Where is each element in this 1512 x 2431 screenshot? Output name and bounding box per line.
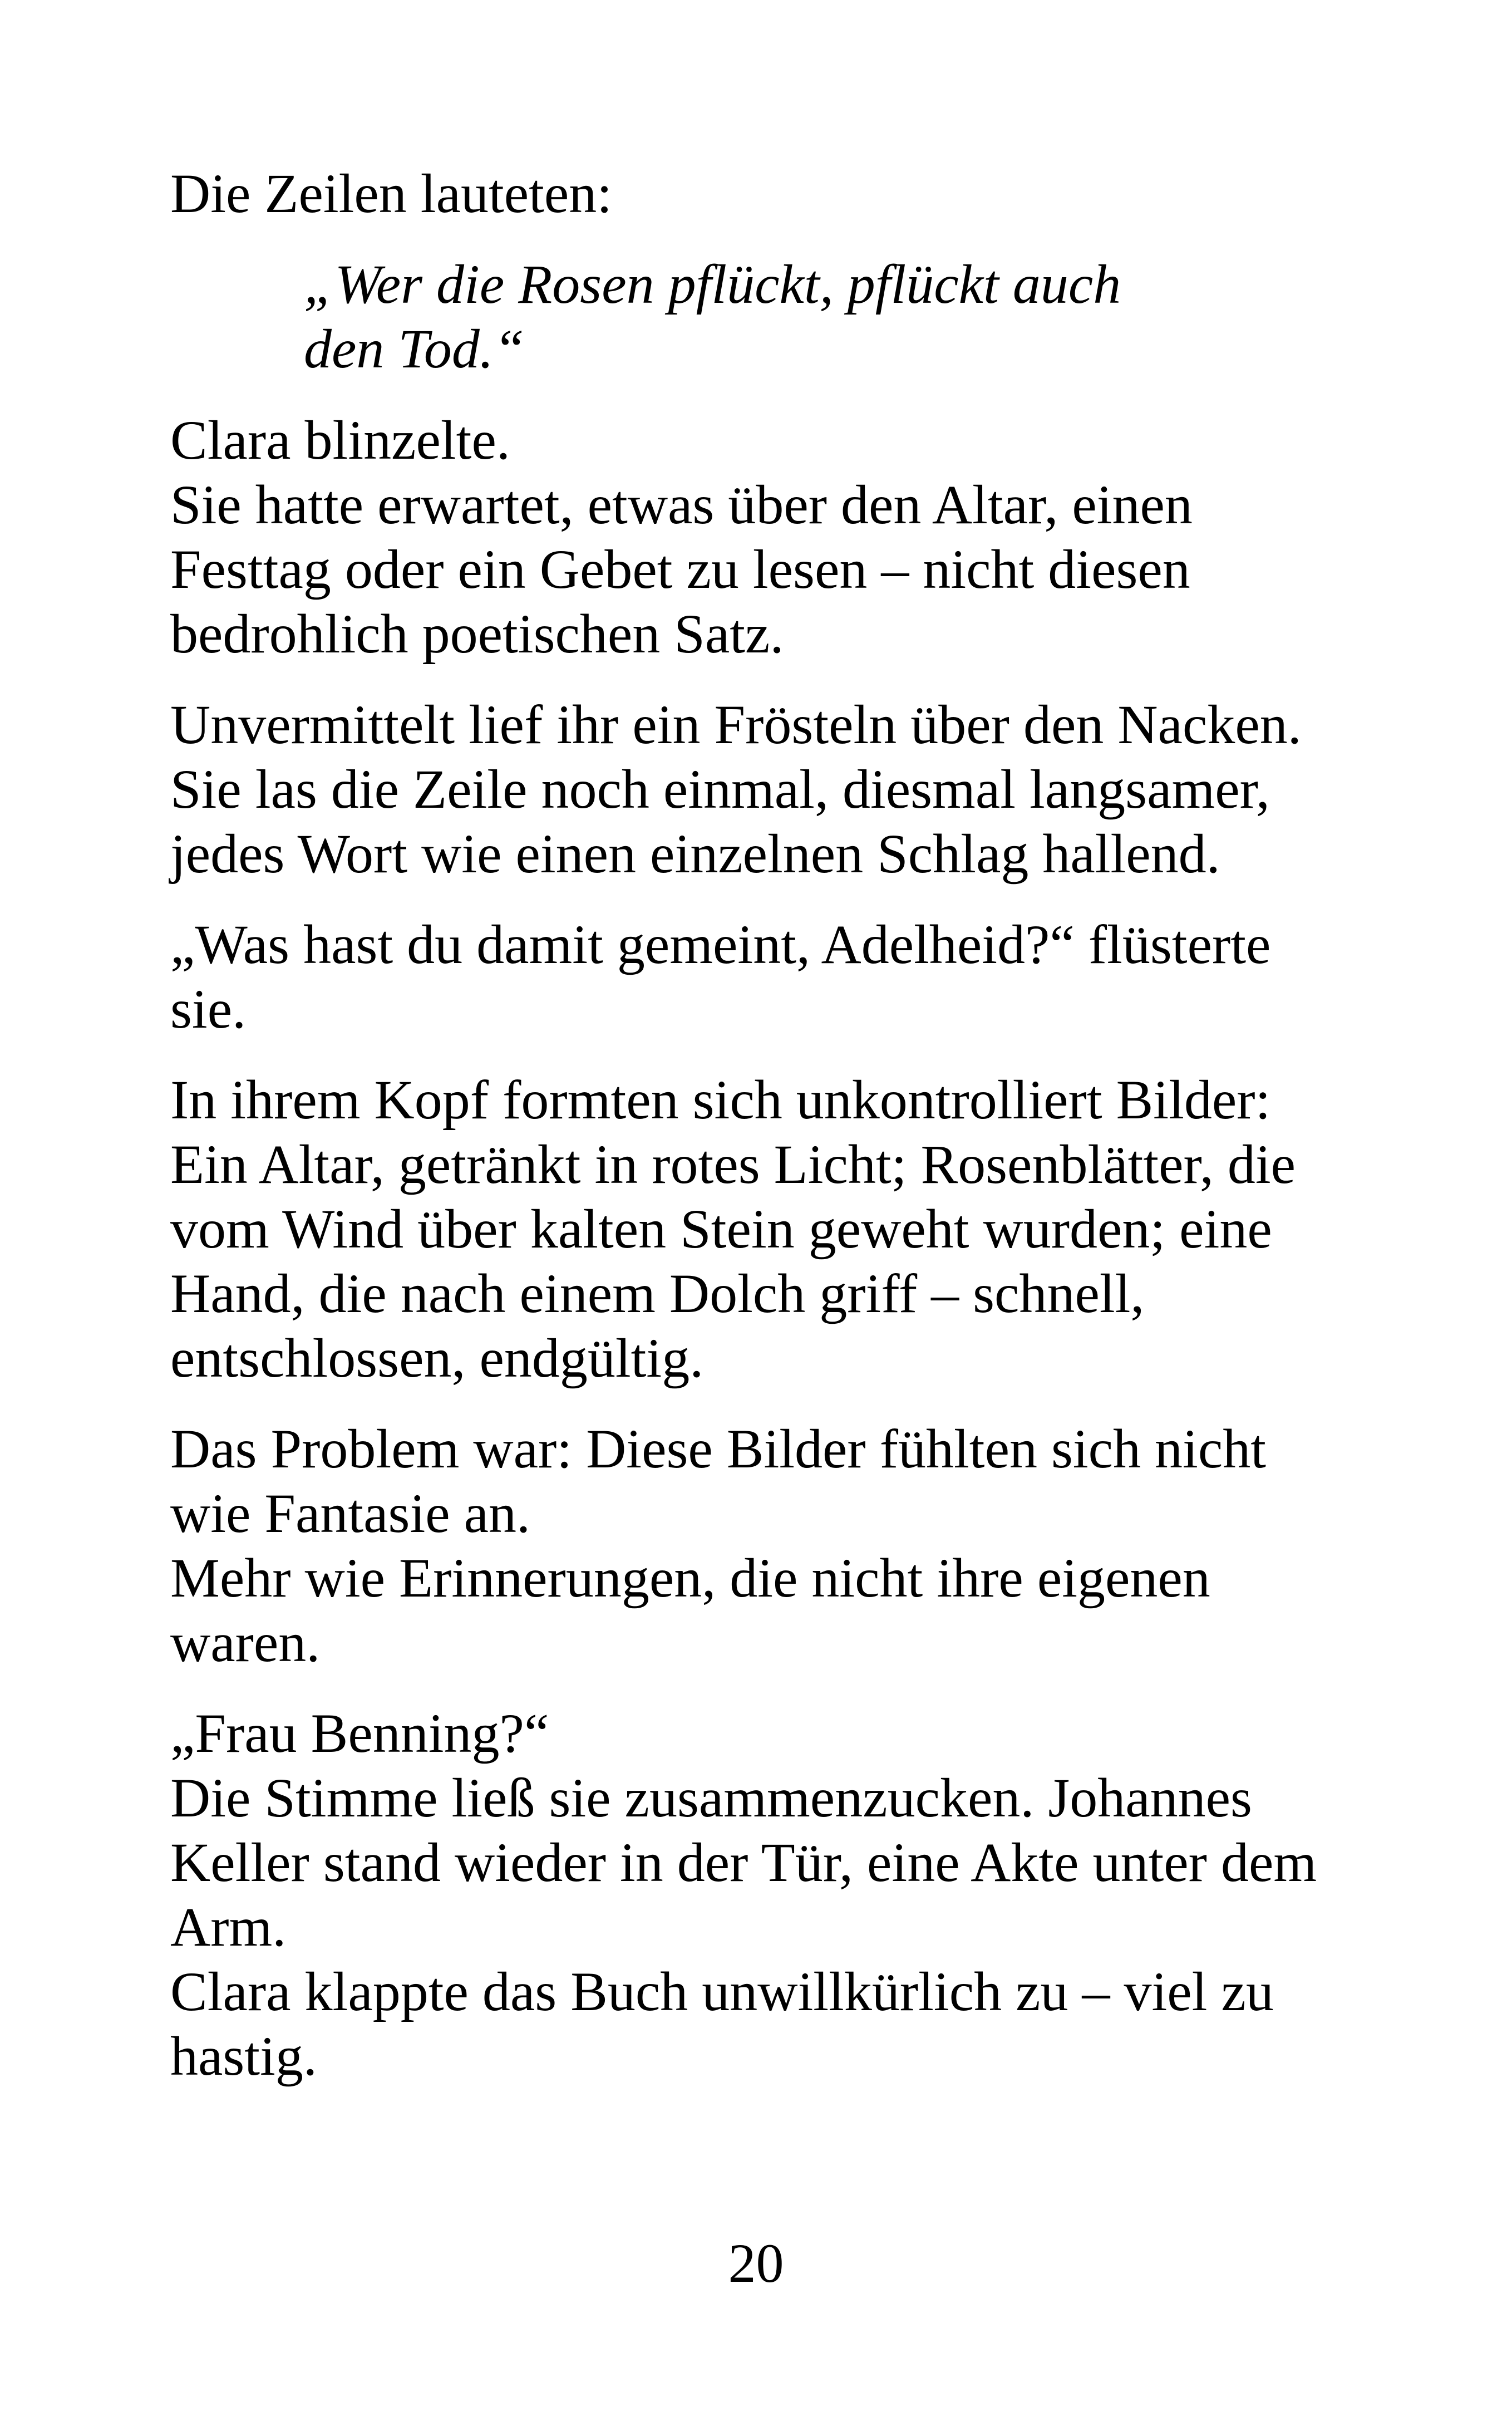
text-line: wie Fantasie an. [170, 1482, 531, 1544]
body-text [170, 161, 1361, 2115]
text-line: Ein Altar, getränkt in rotes Licht; Rosenblätter, die [170, 1133, 1296, 1195]
text-line: Unvermittelt lief ihr ein Frösteln über den Nacken. [170, 694, 1302, 755]
text-line: Sie las die Zeile noch einmal, diesmal langsamer, [170, 758, 1270, 820]
text-line: Die Zeilen lauteten: [170, 163, 613, 224]
text-line: Die Stimme ließ sie zusammenzucken. Johannes [170, 1767, 1252, 1829]
paragraph [170, 912, 1361, 1042]
paragraph [170, 408, 1361, 666]
text-line: „Wer die Rosen pflückt, pflückt auch [304, 253, 1121, 315]
text-line: bedrohlich poetischen Satz. [170, 603, 784, 665]
text-line: jedes Wort wie einen einzelnen Schlag hallend. [170, 823, 1220, 885]
text-line: Clara blinzelte. [170, 409, 510, 471]
text-line: Mehr wie Erinnerungen, die nicht ihre eigenen [170, 1547, 1210, 1609]
text-line: waren. [170, 1612, 321, 1673]
paragraph-intro [170, 161, 1361, 226]
text-line: Clara klappte das Buch unwillkürlich zu – viel zu [170, 1961, 1274, 2022]
text-line: In ihrem Kopf formten sich unkontrolliert Bilder: [170, 1069, 1271, 1131]
text-line: Arm. [170, 1896, 287, 1958]
text-line: Das Problem war: Diese Bilder fühlten sich nicht [170, 1418, 1266, 1480]
paragraph [170, 1701, 1361, 2089]
text-line: sie. [170, 978, 247, 1040]
paragraph [170, 693, 1361, 886]
paragraph [170, 1068, 1361, 1391]
text-line: Sie hatte erwartet, etwas über den Altar, einen [170, 474, 1193, 536]
text-line: den Tod.“ [304, 318, 525, 380]
page-number: 20 [728, 2232, 784, 2294]
text-line: Festtag oder ein Gebet zu lesen – nicht diesen [170, 538, 1190, 600]
text-line: vom Wind über kalten Stein geweht wurden; eine [170, 1198, 1272, 1260]
text-line: „Frau Benning?“ [170, 1702, 549, 1764]
paragraph [170, 1417, 1361, 1675]
text-line: entschlossen, endgültig. [170, 1327, 704, 1389]
text-line: Keller stand wieder in der Tür, eine Akte unter dem [170, 1831, 1317, 1893]
quoted-verse [304, 252, 1361, 381]
text-line: Hand, die nach einem Dolch griff – schnell, [170, 1263, 1145, 1324]
text-line: hastig. [170, 2025, 317, 2087]
text-line: „Was hast du damit gemeint, Adelheid?“ flüsterte [170, 914, 1271, 975]
